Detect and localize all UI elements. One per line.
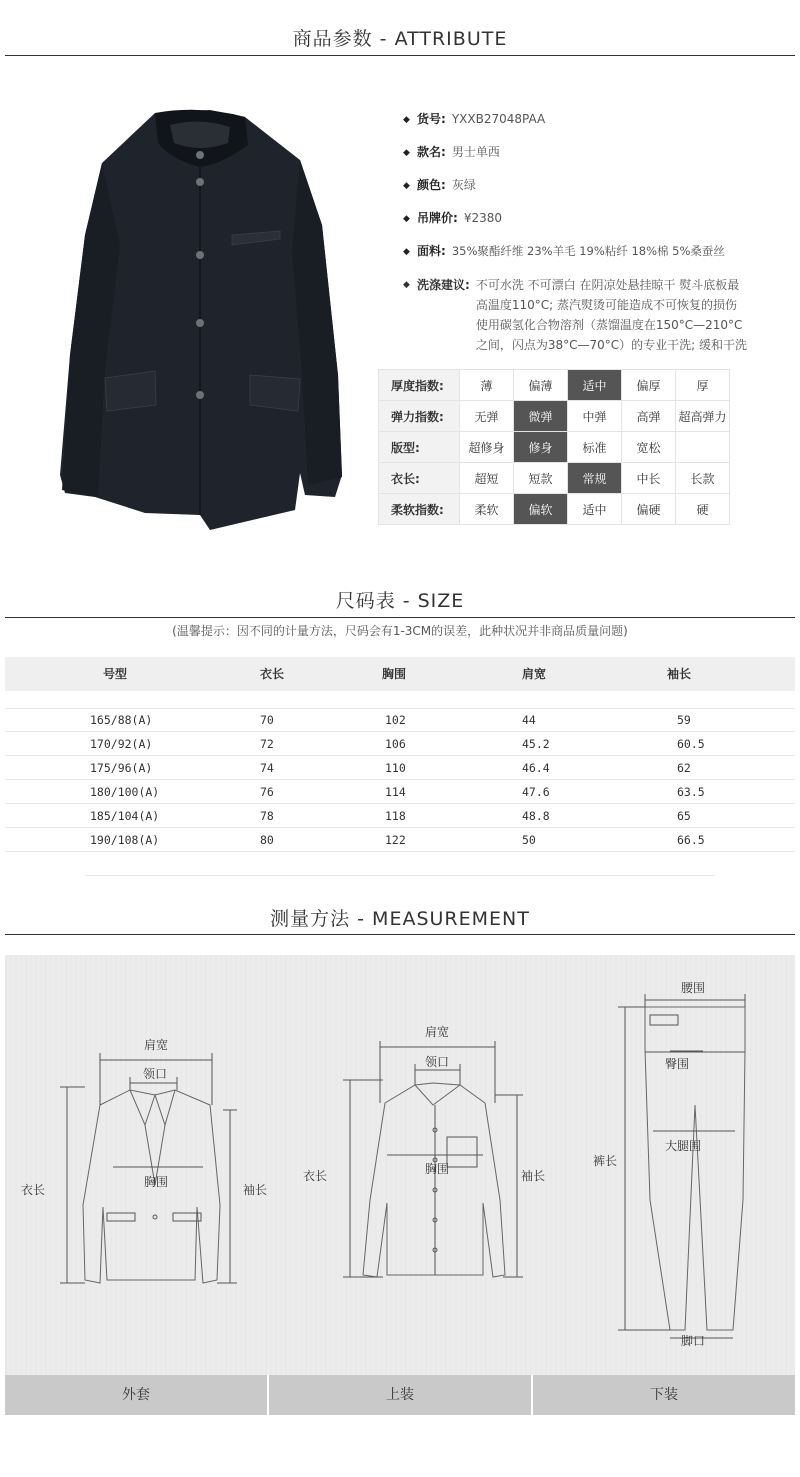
table-cell: 190/108(A) [90, 833, 160, 847]
pants-thigh-label: 大腿围 [665, 1139, 702, 1153]
bullet-icon: ◆ [403, 181, 410, 191]
tab-bottom[interactable]: 下装 [533, 1375, 795, 1415]
size-tip: (温馨提示：因不同的计量方法，尺码会有1-3CM的误差，此种状况并非商品质量问题) [172, 624, 628, 638]
shirt-shoulder-label: 肩宽 [425, 1025, 450, 1039]
table-cell: 76 [260, 785, 274, 799]
attribute-heading: 商品参数 - ATTRIBUTE [292, 28, 508, 50]
size-header-cell: 衣长 [260, 667, 285, 681]
bullet-icon: ◆ [403, 115, 410, 125]
grade-label: 柔软指数: [379, 494, 460, 525]
attr-style-name: ◆ 款名: 男士单西 [403, 143, 793, 162]
attribute-list [403, 110, 793, 355]
tab-coat[interactable]: 外套 [5, 1375, 269, 1415]
table-cell: 106 [385, 737, 406, 751]
grade-option: 修身 [514, 432, 568, 463]
grade-option: 薄 [460, 370, 514, 401]
grade-row [379, 463, 730, 494]
grade-option: 无弹 [460, 401, 514, 432]
shirt-chest-label: 胸围 [425, 1162, 450, 1176]
table-cell: 60.5 [677, 737, 705, 751]
pants-length-label: 裤长 [593, 1154, 618, 1168]
grade-row [379, 494, 730, 525]
size-heading: 尺码表 - SIZE [335, 590, 465, 612]
table-cell: 185/104(A) [90, 809, 160, 823]
table-cell: 102 [385, 713, 406, 727]
size-header-cell: 肩宽 [522, 667, 547, 681]
table-cell: 45.2 [522, 737, 550, 751]
attr-price: ◆ 吊牌价: ¥2380 [403, 209, 793, 228]
jacket-image [60, 105, 345, 535]
size-table-end-line [85, 875, 715, 876]
table-cell: 170/92(A) [90, 737, 153, 751]
measurement-heading: 测量方法 - MEASUREMENT [270, 908, 530, 930]
table-cell: 70 [260, 713, 274, 727]
grade-option [676, 432, 730, 463]
grade-option: 超短 [460, 463, 514, 494]
grade-option: 偏厚 [622, 370, 676, 401]
size-header-cell: 胸围 [382, 667, 407, 681]
bullet-icon: ◆ [403, 214, 410, 224]
grade-option: 宽松 [622, 432, 676, 463]
size-table-header [5, 657, 795, 691]
table-row [5, 708, 795, 732]
measurement-tabs [5, 1375, 795, 1415]
grade-option: 常规 [568, 463, 622, 494]
grade-label: 版型: [379, 432, 460, 463]
table-cell: 48.8 [522, 809, 550, 823]
table-cell: 114 [385, 785, 406, 799]
table-row [5, 804, 795, 828]
grade-row [379, 401, 730, 432]
table-cell: 63.5 [677, 785, 705, 799]
table-cell: 62 [677, 761, 691, 775]
shirt-length-label: 衣长 [303, 1169, 328, 1183]
grade-option: 适中 [568, 494, 622, 525]
bullet-icon: ◆ [403, 148, 410, 158]
shirt-sleeve-label: 袖长 [521, 1169, 546, 1183]
attr-wash: ◆ 洗涤建议: 不可水洗 不可漂白 在阴凉处悬挂晾干 熨斗底板最高温度110°C; 蒸汽熨烫可能造成不可恢复的损伤 使用碳氢化合物溶剂（蒸馏温度在150°C—210°C之间，闪点为38°C—70°C）的专业干洗; 缓和干洗 [403, 275, 793, 355]
pants-diagram [618, 994, 745, 1338]
grade-table [378, 369, 730, 525]
bullet-icon: ◆ [403, 247, 410, 257]
shirt-collar-label: 领口 [425, 1055, 450, 1069]
grade-option: 标准 [568, 432, 622, 463]
table-cell: 180/100(A) [90, 785, 160, 799]
table-cell: 66.5 [677, 833, 705, 847]
grade-option: 适中 [568, 370, 622, 401]
grade-option: 硬 [676, 494, 730, 525]
size-divider [5, 617, 795, 618]
table-cell: 165/88(A) [90, 713, 153, 727]
grade-option: 高弹 [622, 401, 676, 432]
attr-fabric: ◆ 面料: 35%聚酯纤维 23%羊毛 19%粘纤 18%棉 5%桑蚕丝 [403, 242, 793, 261]
grade-option: 偏软 [514, 494, 568, 525]
grade-option: 中弹 [568, 401, 622, 432]
attribute-divider [5, 55, 795, 56]
tab-top[interactable]: 上装 [269, 1375, 533, 1415]
grade-row [379, 432, 730, 463]
table-cell: 47.6 [522, 785, 550, 799]
table-cell: 110 [385, 761, 406, 775]
grade-label: 弹力指数: [379, 401, 460, 432]
size-header-cell: 袖长 [667, 667, 692, 681]
grade-label: 厚度指数: [379, 370, 460, 401]
table-cell: 65 [677, 809, 691, 823]
coat-sleeve-label: 袖长 [243, 1183, 268, 1197]
table-cell: 59 [677, 713, 691, 727]
pants-waist-label: 腰围 [681, 981, 706, 995]
grade-option: 厚 [676, 370, 730, 401]
coat-chest-label: 胸围 [144, 1175, 169, 1189]
table-row [5, 732, 795, 756]
grade-option: 偏硬 [622, 494, 676, 525]
grade-option: 短款 [514, 463, 568, 494]
table-cell: 80 [260, 833, 274, 847]
coat-collar-label: 领口 [143, 1067, 168, 1081]
measurement-diagram [5, 955, 795, 1375]
table-cell: 50 [522, 833, 536, 847]
grade-option: 中长 [622, 463, 676, 494]
table-row [5, 828, 795, 852]
table-row [5, 756, 795, 780]
table-cell: 175/96(A) [90, 761, 153, 775]
measurement-divider [5, 934, 795, 935]
attr-color: ◆ 颜色: 灰绿 [403, 176, 793, 195]
grade-option: 长款 [676, 463, 730, 494]
coat-diagram [60, 1053, 237, 1283]
grade-option: 超高弹力 [676, 401, 730, 432]
table-cell: 44 [522, 713, 536, 727]
grade-row [379, 370, 730, 401]
grade-option: 微弹 [514, 401, 568, 432]
coat-length-label: 衣长 [21, 1183, 46, 1197]
grade-label: 衣长: [379, 463, 460, 494]
grade-option: 偏薄 [514, 370, 568, 401]
table-cell: 74 [260, 761, 274, 775]
table-cell: 122 [385, 833, 406, 847]
table-cell: 46.4 [522, 761, 550, 775]
shirt-diagram [343, 1041, 523, 1277]
table-cell: 118 [385, 809, 406, 823]
coat-shoulder-label: 肩宽 [144, 1038, 169, 1052]
table-cell: 78 [260, 809, 274, 823]
grade-option: 柔软 [460, 494, 514, 525]
bullet-icon: ◆ [403, 280, 410, 290]
grade-option: 超修身 [460, 432, 514, 463]
pants-hip-label: 臀围 [665, 1057, 690, 1071]
attr-item-no: ◆ 货号: YXXB27048PAA [403, 110, 793, 129]
size-header-cell: 号型 [103, 667, 128, 681]
table-row [5, 780, 795, 804]
table-cell: 72 [260, 737, 274, 751]
pants-hem-label: 脚口 [681, 1334, 706, 1348]
